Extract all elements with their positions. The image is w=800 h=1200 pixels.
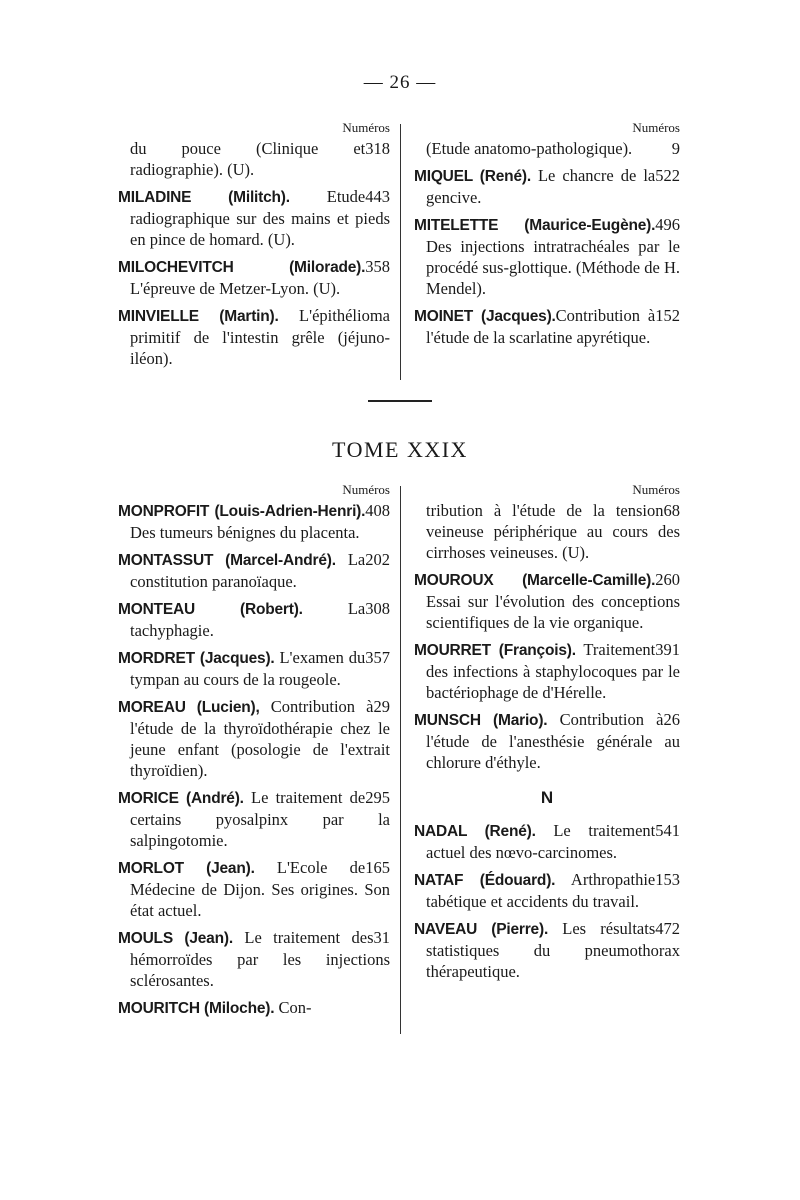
entry-number: 152	[655, 306, 680, 325]
section-letter: N	[540, 788, 554, 807]
index-entry	[414, 165, 680, 208]
index-entry	[118, 500, 390, 543]
thesis-title: Contribution à l'étude de l'anesthésie générale au chlorure d'éthyle.	[426, 710, 680, 772]
thesis-title: Essai sur l'évolution des conceptions scientifiques de la vie organique.	[426, 592, 680, 632]
thesis-title: Arthropathie tabétique et accidents du travail.	[426, 870, 656, 911]
entry-number: 391	[655, 640, 680, 659]
index-entry	[118, 549, 390, 592]
entry-number: 541	[655, 821, 680, 840]
thesis-title: Etude radiographique sur des mains et pieds en pince de homard. (U).	[130, 187, 390, 249]
column-header: Numéros	[632, 482, 680, 497]
entry-number: 358	[365, 257, 390, 276]
author-name: MOUROUX (Marcelle-Camille).	[414, 572, 656, 589]
section-rule	[368, 400, 432, 402]
author-name: MORICE (André).	[118, 790, 244, 807]
index-entry	[414, 305, 680, 348]
entry-number: 26	[663, 710, 680, 729]
thesis-title: Des tumeurs bénignes du placenta.	[130, 523, 360, 542]
index-entry	[118, 305, 390, 369]
entry-number: 29	[373, 697, 390, 716]
bottom-left-column	[118, 482, 390, 1025]
top-left-column	[118, 120, 390, 375]
thesis-title: Con-	[274, 998, 312, 1017]
index-entry	[414, 138, 680, 159]
index-entry	[118, 647, 390, 690]
author-name: MITELETTE (Maurice-Eugène).	[414, 217, 656, 234]
entry-number: 318	[365, 139, 390, 158]
entry-number: 496	[655, 215, 680, 234]
index-entry	[118, 696, 390, 781]
thesis-title: tribution à l'étude de la tension veineuse périphérique au cours des cirrhoses veineuses. (U).	[426, 501, 680, 562]
author-name: MOURITCH (Miloche).	[118, 1000, 275, 1017]
column-header: Numéros	[342, 120, 390, 135]
index-entry	[118, 857, 390, 921]
author-name: MILOCHEVITCH (Milorade).	[118, 259, 366, 276]
tome-title: TOME XXIX	[332, 437, 468, 462]
thesis-title: L'épreuve de Metzer-Lyon. (U).	[130, 279, 341, 298]
index-entry	[414, 709, 680, 773]
entry-number: 295	[365, 788, 390, 807]
author-name: MONTEAU (Robert).	[118, 601, 303, 618]
author-name: MORDRET (Jacques).	[118, 650, 275, 667]
thesis-title: Contribution à l'étude de la scarlatine apyrétique.	[426, 306, 656, 347]
index-entry	[414, 820, 680, 863]
entry-number: 522	[655, 166, 680, 185]
author-name: MUNSCH (Mario).	[414, 712, 548, 729]
author-name: NAVEAU (Pierre).	[414, 921, 549, 938]
author-name: NATAF (Édouard).	[414, 872, 556, 889]
index-entry	[414, 918, 680, 982]
index-entry	[118, 256, 390, 299]
entry-number: 9	[671, 139, 680, 158]
entry-number: 357	[365, 648, 390, 667]
index-entry	[414, 639, 680, 703]
thesis-title: (Etude anatomo-pathologique).	[426, 139, 633, 158]
thesis-title: Traitement des infections à staphylocoques par le bactériophage de d'Hérelle.	[426, 640, 680, 702]
index-entry	[414, 500, 680, 563]
author-name: MINVIELLE (Martin).	[118, 308, 279, 325]
column-header: Numéros	[342, 482, 390, 497]
author-name: MOREAU (Lucien),	[118, 699, 260, 716]
entry-number: 68	[663, 501, 680, 520]
entry-number: 472	[655, 919, 680, 938]
index-entry	[414, 869, 680, 912]
author-name: MONTASSUT (Marcel-André).	[118, 552, 336, 569]
thesis-title: L'examen du tympan au cours de la rougeole.	[130, 648, 366, 689]
entry-number: 443	[365, 187, 390, 206]
author-name: MOURRET (François).	[414, 642, 576, 659]
author-name: MORLOT (Jean).	[118, 860, 255, 877]
entry-number: 165	[365, 858, 390, 877]
author-name: MILADINE (Militch).	[118, 189, 290, 206]
thesis-title: L'épithélioma primitif de l'intestin grêle (jéjuno-iléon).	[130, 306, 390, 368]
author-name: MIQUEL (René).	[414, 168, 531, 185]
index-entry	[118, 598, 390, 641]
entry-number: 260	[655, 570, 680, 589]
entry-number: 408	[365, 501, 390, 520]
thesis-title: Le traitement des hémorroïdes par les injections sclérosantes.	[130, 928, 390, 990]
column-divider	[400, 486, 401, 1034]
index-entry	[414, 214, 680, 299]
entry-number: 31	[373, 928, 390, 947]
entry-number: 202	[365, 550, 390, 569]
entry-number: 153	[655, 870, 680, 889]
author-name: MOULS (Jean).	[118, 930, 233, 947]
entry-number: 308	[365, 599, 390, 618]
thesis-title: du pouce (Clinique et radiographie). (U).	[130, 139, 366, 179]
page-number: — 26 —	[363, 72, 437, 93]
bottom-right-column	[414, 482, 680, 988]
index-entry	[118, 186, 390, 250]
thesis-title: Le traitement de certains pyosalpinx par la salpingotomie.	[130, 788, 390, 850]
thesis-title: Contribution à l'étude de la thyroïdothérapie chez le jeune enfant (posologie de l'extrait thyroïdien).	[130, 697, 390, 780]
thesis-title: L'Ecole de Médecine de Dijon. Ses origines. Son état actuel.	[130, 858, 390, 920]
author-name: NADAL (René).	[414, 823, 536, 840]
author-name: MONPROFIT (Louis-Adrien-Henri).	[118, 503, 366, 520]
index-entry	[118, 138, 390, 180]
column-header: Numéros	[632, 120, 680, 135]
thesis-title: Le chancre de la gencive.	[426, 166, 656, 207]
thesis-title: Le traitement actuel des nœvo-carcinomes.	[426, 821, 656, 862]
thesis-title: La tachyphagie.	[130, 599, 366, 640]
thesis-title: Des injections intratrachéales par le procédé sus-glottique. (Méthode de H. Mendel).	[426, 237, 680, 298]
index-entry	[118, 927, 390, 991]
index-entry	[118, 997, 390, 1019]
thesis-title: La constitution paranoïaque.	[130, 550, 366, 591]
index-entry	[414, 569, 680, 633]
top-right-column	[414, 120, 680, 354]
thesis-title: Les résultats statistiques du pneumothorax thérapeutique.	[426, 919, 680, 981]
column-divider	[400, 124, 401, 380]
author-name: MOINET (Jacques).	[414, 308, 556, 325]
index-entry	[118, 787, 390, 851]
